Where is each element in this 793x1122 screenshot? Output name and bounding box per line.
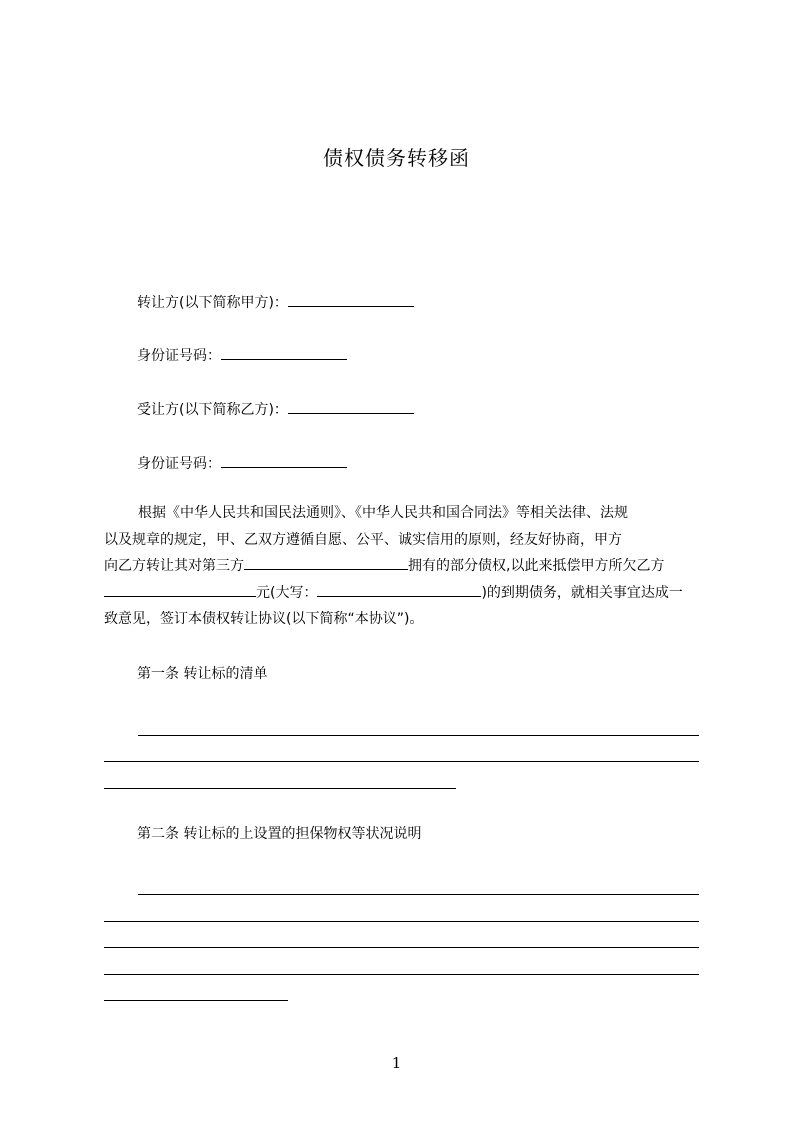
page-number: 1 [391,1054,402,1072]
third-party-blank[interactable] [244,555,408,570]
transferor-label: 转让方(以下简称甲方)： [137,295,288,311]
transferee-id-label: 身份证号码： [137,456,221,472]
intro-line-5: 致意见，签订本债权转让协议(以下简称“本协议”)。 [104,611,424,627]
article-1-rule-1[interactable] [138,735,699,736]
article-2-rule-2[interactable] [104,921,699,922]
intro-line-2: 以及规章的规定，甲、乙双方遵循自愿、公平、诚实信用的原则，经友好协商，甲方 [104,531,622,548]
article-1-rule-3[interactable] [104,788,456,789]
transferee-field [137,399,414,420]
transferee-blank[interactable] [288,399,414,414]
article-2-rule-3[interactable] [104,947,699,948]
transferee-id-blank[interactable] [221,453,347,468]
transferor-blank[interactable] [288,292,414,307]
intro-line-3b: 拥有的部分债权,以此来抵偿甲方所欠乙方 [408,558,665,574]
transferor-id-blank[interactable] [221,345,347,360]
transferor-id-field [137,345,347,366]
article-2-rule-4[interactable] [104,974,699,975]
intro-line-1: 根据《中华人民共和国民法通则》、《中华人民共和国合同法》等相关法律、法规 [138,505,628,521]
article-2-rule-5[interactable] [104,1000,288,1001]
intro-line-3a: 向乙方转让其对第三方 [104,558,244,574]
intro-line-4b: )的到期债务，就相关事宜达成一 [481,584,683,601]
amount-blank[interactable] [104,582,256,597]
amount-words-blank[interactable] [317,582,481,597]
document-title: 债权债务转移函 [323,146,470,170]
transferee-label: 受让方(以下简称乙方)： [137,402,288,418]
intro-line-3 [104,553,700,580]
intro-line-4 [104,580,700,607]
article-2-heading: 第二条 转让标的上设置的担保物权等状况说明 [137,826,422,842]
article-1-rule-2[interactable] [104,761,699,762]
article-2-rule-1[interactable] [138,894,699,895]
intro-paragraph [104,500,700,633]
transferee-id-field [137,453,347,474]
article-1-heading: 第一条 转让标的清单 [137,666,268,682]
transferor-field [137,292,414,313]
transferor-id-label: 身份证号码： [137,348,221,364]
intro-line-4a: 元(大写： [256,584,318,601]
